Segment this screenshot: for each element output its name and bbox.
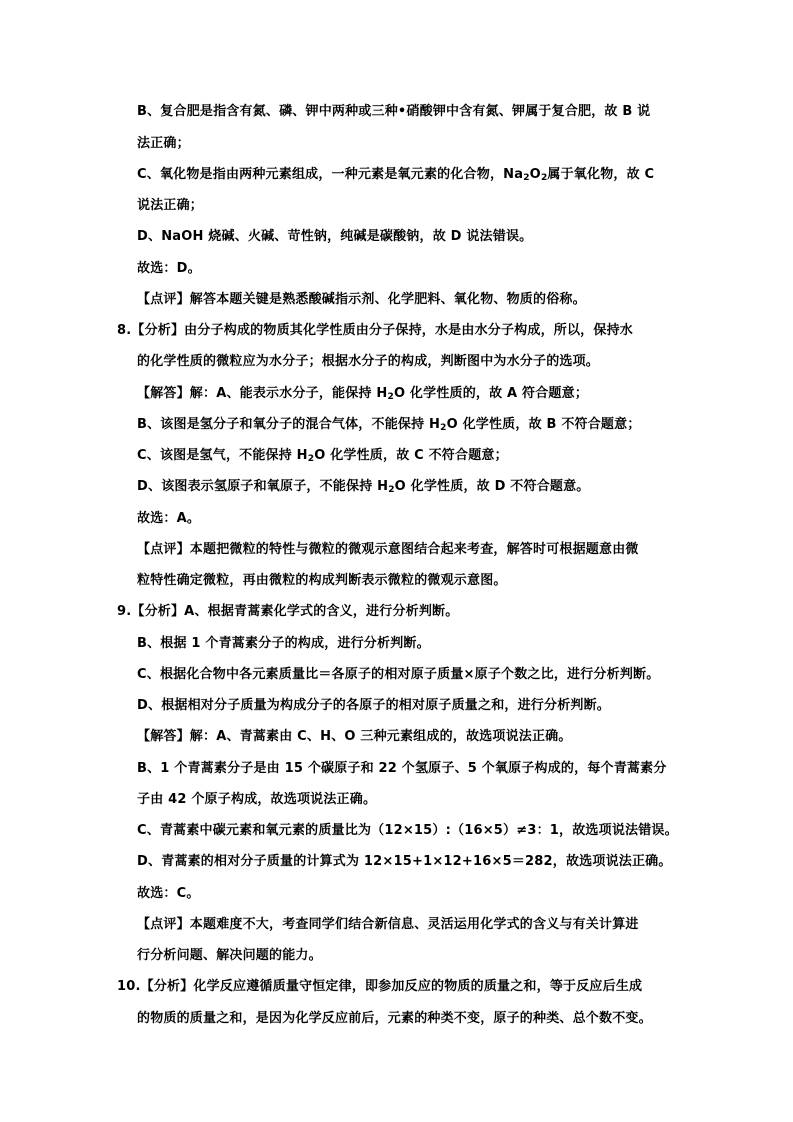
subscript: 2 <box>307 454 315 464</box>
line-text: 行分析问题、解决问题的能力。 <box>137 948 322 963</box>
text-line <box>137 385 588 403</box>
line-text: D、根据相对分子质量为构成分子的各原子的相对原子质量之和，进行分析判断。 <box>137 698 610 713</box>
line-text: 8.【分析】由分子构成的物质其化学性质由分子保持，水是由水分子构成，所以，保持水 <box>117 323 633 338</box>
line-text: 法正确； <box>137 136 190 151</box>
text-line <box>137 697 610 715</box>
line-text: O 化学性质的，故 A 符合题意； <box>393 386 589 401</box>
subscript: 2 <box>540 173 548 183</box>
subscript: 2 <box>523 173 530 183</box>
subscript: 2 <box>440 423 447 433</box>
line-text: O 化学性质，故 B 不符合题意； <box>446 417 641 432</box>
text-line <box>137 635 430 653</box>
line-text: 粒特性确定微粒，再由微粒的构成判断表示微粒的微观示意图。 <box>137 573 507 588</box>
line-text: 故选：C。 <box>137 886 200 901</box>
line-text: 【点评】本题把微粒的特性与微粒的微观示意图结合起来考查，解答时可根据题意由微 <box>137 542 639 557</box>
line-text: C、根据化合物中各元素质量比＝各原子的相对原子质量×原子个数之比，进行分析判断。 <box>137 667 660 682</box>
text-line <box>137 260 201 278</box>
line-text: 的化学性质的微粒应为水分子；根据水分子的构成，判断图中为水分子的选项。 <box>137 354 600 369</box>
text-line <box>137 916 639 934</box>
line-text: C、该图是氢气，不能保持 H <box>137 448 308 463</box>
text-line <box>137 478 590 496</box>
text-line <box>137 510 200 528</box>
line-text: B、1 个青蒿素分子是由 15 个碳原子和 22 个氢原子、5 个氧原子构成的，每个青蒿素分 <box>137 761 667 776</box>
subscript: 2 <box>387 392 394 402</box>
text-line <box>137 1010 652 1028</box>
subscript: 2 <box>388 485 395 495</box>
text-line <box>137 135 190 153</box>
line-text: 说法正确； <box>137 198 204 213</box>
text-line <box>137 541 639 559</box>
text-line <box>137 666 659 684</box>
text-line <box>137 228 532 246</box>
text-line <box>137 728 572 746</box>
text-line <box>137 447 508 465</box>
text-line <box>137 103 650 121</box>
text-line <box>137 822 678 840</box>
line-text: 9.【分析】A、根据青蒿素化学式的含义，进行分析判断。 <box>117 604 459 619</box>
text-line <box>117 322 633 340</box>
line-text: D、该图表示氢原子和氧原子，不能保持 H <box>137 479 389 494</box>
line-text: C、青蒿素中碳元素和氧元素的质量比为（12×15）:（16×5）≠3：1，故选项说法错误。 <box>137 823 678 838</box>
line-text: 的物质的质量之和，是因为化学反应前后，元素的种类不变，原子的种类、总个数不变。 <box>137 1011 652 1026</box>
line-text: D、青蒿素的相对分子质量的计算式为 12×15+1×12+16×5＝282，故选项说法正确。 <box>137 854 672 869</box>
text-line <box>137 416 641 434</box>
text-line <box>137 353 599 371</box>
text-line <box>137 291 586 309</box>
text-line <box>117 603 458 621</box>
line-text: 【点评】解答本题关键是熟悉酸碱指示剂、化学肥料、氧化物、物质的俗称。 <box>137 292 586 307</box>
text-line <box>137 885 200 903</box>
text-line <box>137 197 203 215</box>
line-text: 子由 42 个原子构成，故选项说法正确。 <box>137 792 377 807</box>
line-text: 【解答】解：A、青蒿素由 C、H、O 三种元素组成的，故选项说法正确。 <box>137 729 572 744</box>
text-line <box>137 853 672 871</box>
line-text: B、根据 1 个青蒿素分子的构成，进行分析判断。 <box>137 636 430 651</box>
line-text: 【点评】本题难度不大，考查同学们结合新信息、灵活运用化学式的含义与有关计算进 <box>137 917 639 932</box>
line-text: B、该图是氢分子和氧分子的混合气体，不能保持 H <box>137 417 441 432</box>
line-text: 属于氧化物，故 C <box>547 167 655 182</box>
line-text: O <box>529 167 541 182</box>
line-text: 故选：A。 <box>137 511 201 526</box>
line-text: 【解答】解：A、能表示水分子，能保持 H <box>137 386 388 401</box>
text-line <box>137 166 654 184</box>
line-text: C、氧化物是指由两种元素组成，一种元素是氧元素的化合物，Na <box>137 167 524 182</box>
text-line <box>117 978 642 996</box>
text-line <box>137 947 322 965</box>
line-text: O 化学性质，故 D 不符合题意。 <box>394 479 590 494</box>
text-line <box>137 791 376 809</box>
line-text: B、复合肥是指含有氮、磷、钾中两种或三种•硝酸钾中含有氮、钾属于复合肥，故 B 说 <box>137 104 651 119</box>
line-text: D、NaOH 烧碱、火碱、苛性钠，纯碱是碳酸钠，故 D 说法错误。 <box>137 229 533 244</box>
line-text: 故选：D。 <box>137 261 201 276</box>
line-text: 10.【分析】化学反应遵循质量守恒定律，即参加反应的物质的质量之和，等于反应后生成 <box>117 979 643 994</box>
line-text: O 化学性质，故 C 不符合题意； <box>314 448 508 463</box>
text-line <box>137 572 507 590</box>
text-line <box>137 760 667 778</box>
